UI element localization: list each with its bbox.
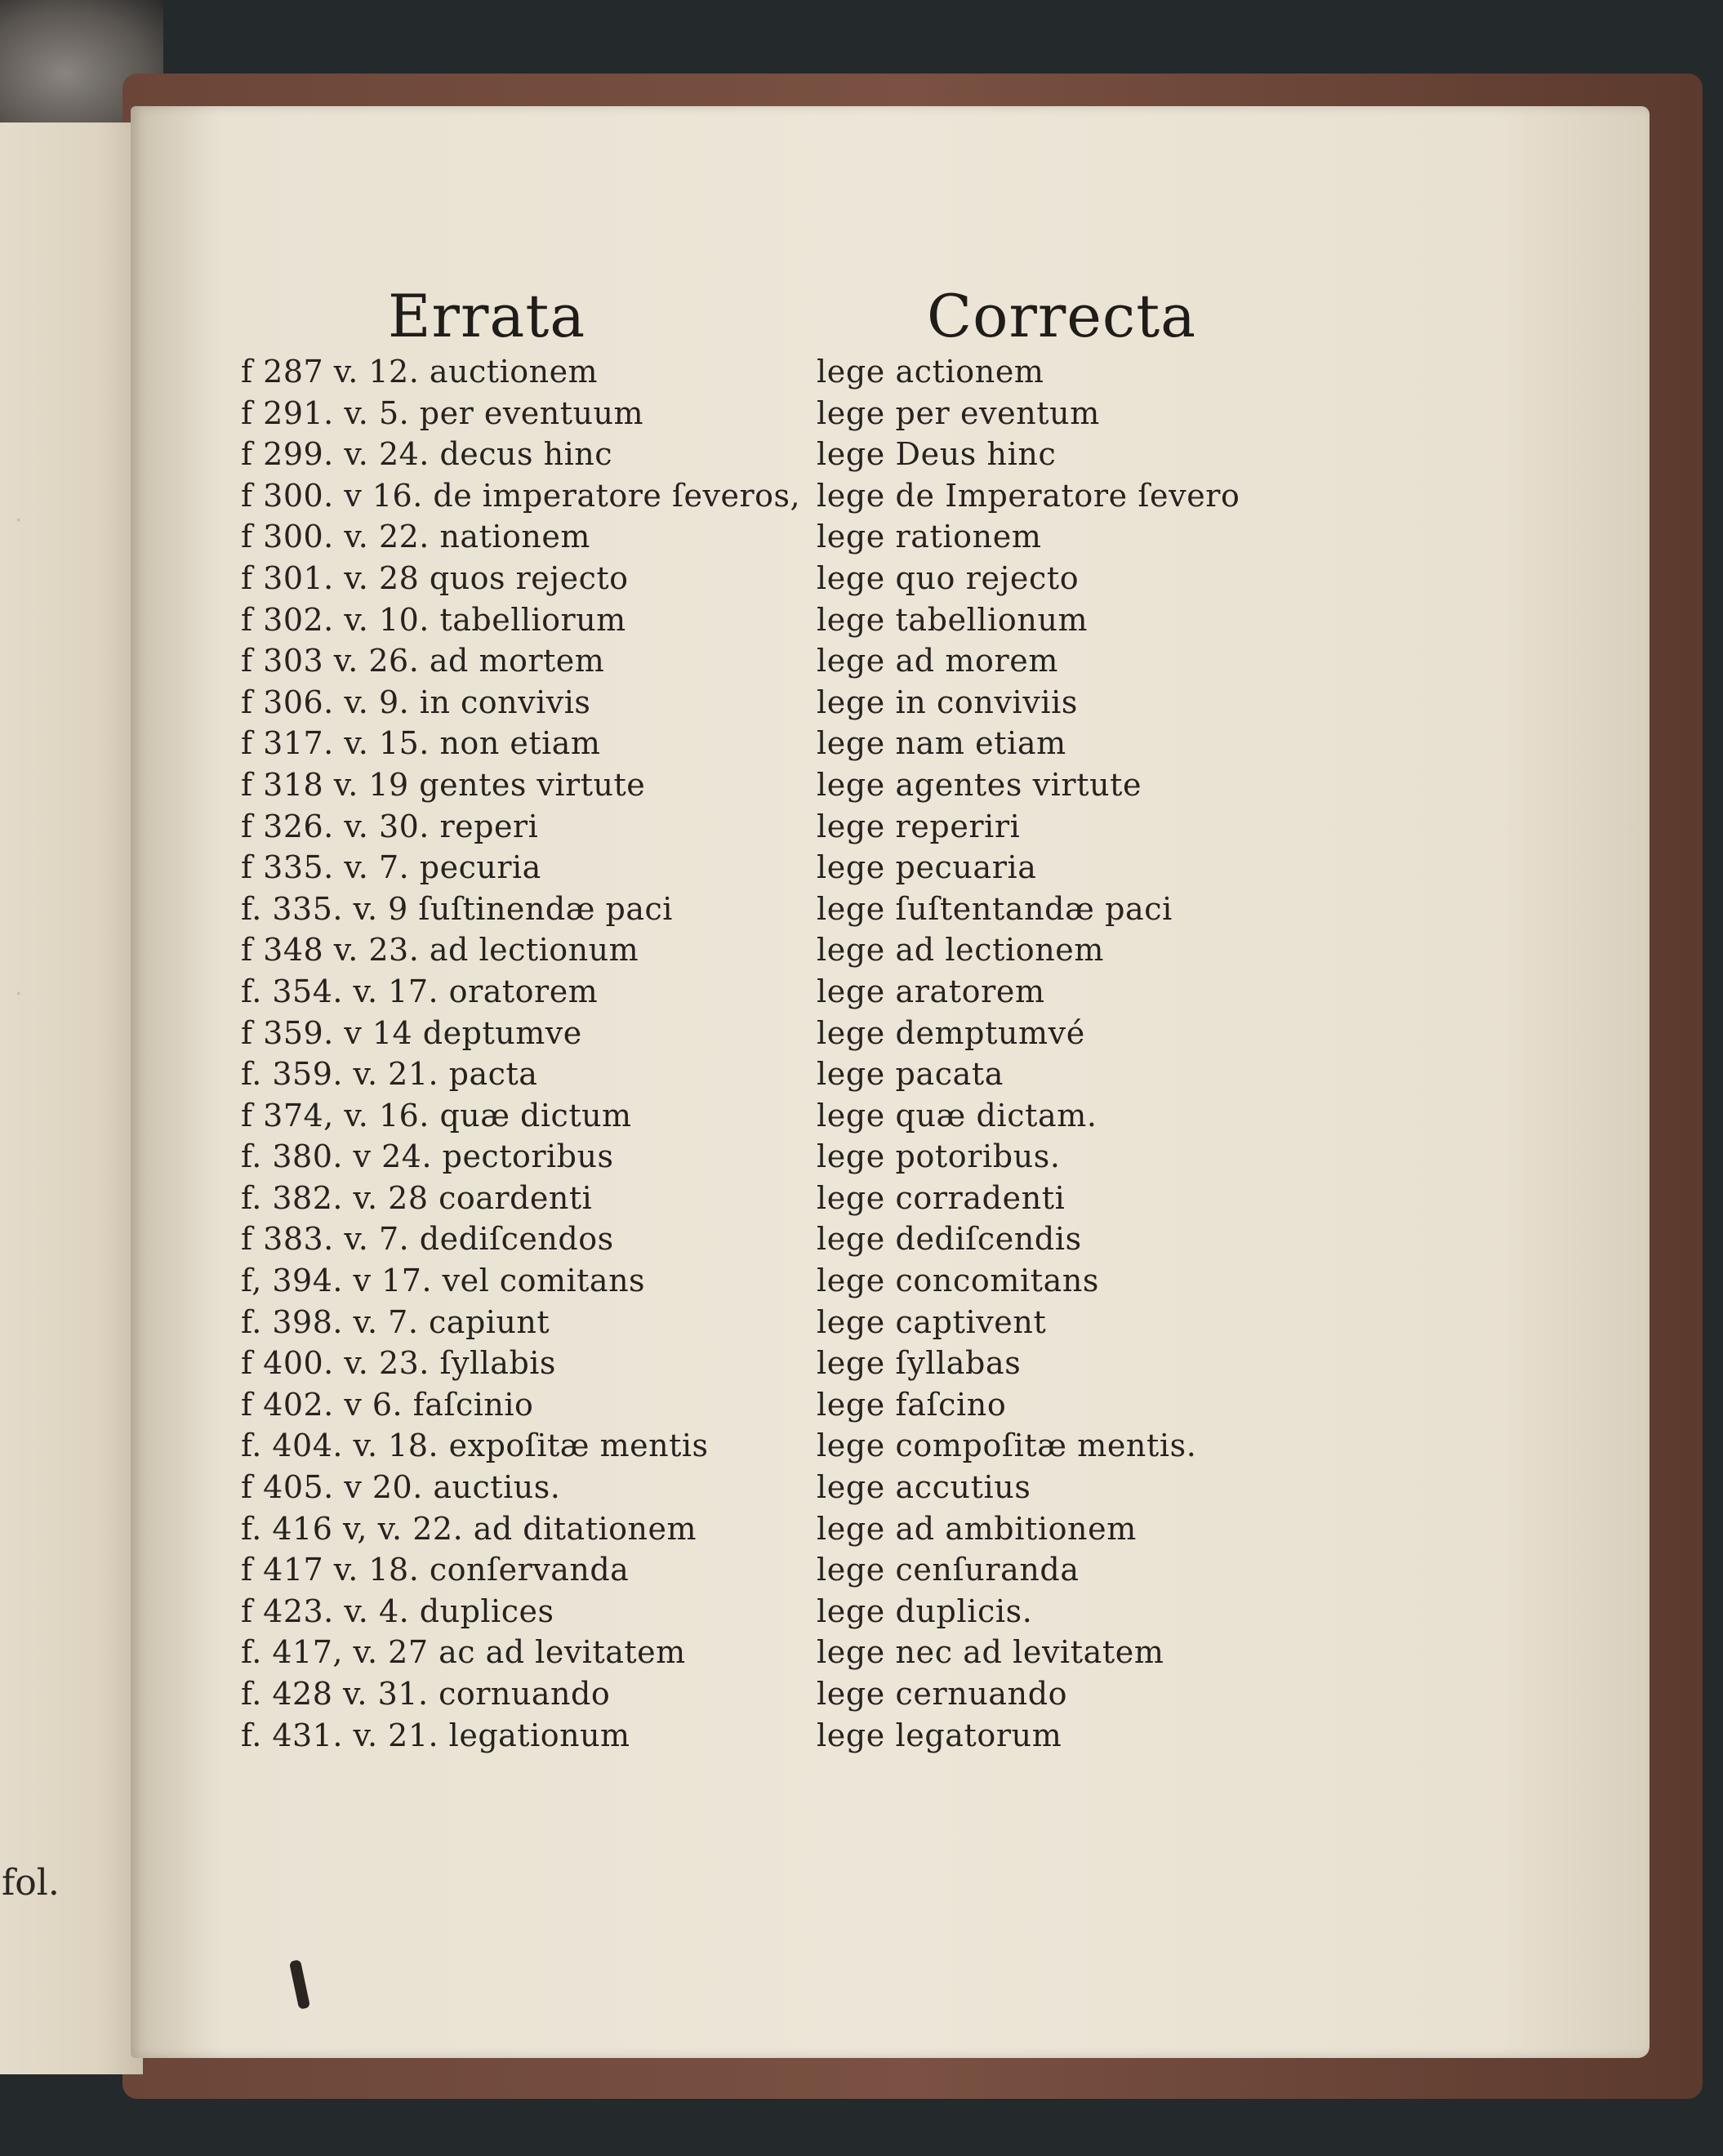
catchword: fol. bbox=[2, 1862, 60, 1904]
errata-entry: f. 380. v 24. pectoribus bbox=[241, 1138, 614, 1175]
correcta-entry: lege pacata bbox=[817, 1056, 1004, 1093]
errata-entry: f 400. v. 23. ſyllabis bbox=[241, 1345, 556, 1382]
errata-entry: f 291. v. 5. per eventuum bbox=[241, 394, 644, 431]
correcta-entry: lege duplicis. bbox=[817, 1592, 1033, 1629]
errata-entry: f 359. v 14 deptumve bbox=[241, 1014, 582, 1051]
correcta-entry: lege rationem bbox=[817, 519, 1042, 555]
errata-entry: f. 354. v. 17. oratorem bbox=[241, 973, 599, 1009]
correcta-entry: lege per eventum bbox=[817, 394, 1100, 431]
errata-entry: f 306. v. 9. in convivis bbox=[241, 684, 591, 720]
errata-entry: f 317. v. 15. non etiam bbox=[241, 725, 601, 762]
left-page bbox=[0, 122, 143, 2074]
correcta-entry: lege ſyllabas bbox=[817, 1345, 1022, 1382]
errata-entry: f 423. v. 4. duplices bbox=[241, 1592, 554, 1629]
correcta-entry: lege faſcino bbox=[817, 1386, 1007, 1423]
correcta-entry: lege cenſuranda bbox=[817, 1552, 1080, 1588]
errata-entry: f, 394. v 17. vel comitans bbox=[241, 1263, 646, 1299]
bleed-through-mark: · bbox=[15, 980, 23, 1009]
correcta-entry: lege captivent bbox=[817, 1303, 1047, 1340]
errata-entry: f. 382. v. 28 coardenti bbox=[241, 1179, 593, 1216]
correcta-entry: lege accutius bbox=[817, 1469, 1031, 1506]
errata-entry: f 303 v. 26. ad mortem bbox=[241, 643, 605, 679]
correcta-entry: lege actionem bbox=[817, 354, 1044, 390]
correcta-entry: lege concomitans bbox=[817, 1263, 1100, 1299]
errata-entry: f 326. v. 30. reperi bbox=[241, 808, 539, 844]
errata-entry: f 405. v 20. auctius. bbox=[241, 1469, 561, 1506]
correcta-entry: lege de Imperatore ſevero bbox=[817, 477, 1240, 514]
bleed-through-mark: · bbox=[15, 506, 23, 535]
errata-entry: f 374, v. 16. quæ dictum bbox=[241, 1097, 632, 1134]
correcta-entry: lege quo rejecto bbox=[817, 559, 1080, 596]
errata-entry: f. 398. v. 7. capiunt bbox=[241, 1303, 550, 1340]
errata-entry: f. 428 v. 31. cornuando bbox=[241, 1676, 611, 1712]
errata-entry: f 300. v 16. de imperatore ſeveros, bbox=[241, 477, 801, 514]
errata-entry: f 300. v. 22. nationem bbox=[241, 519, 590, 555]
errata-entry: f 299. v. 24. decus hinc bbox=[241, 436, 612, 473]
heading-correcta: Correcta bbox=[927, 282, 1197, 350]
errata-page bbox=[131, 106, 1650, 2058]
correcta-entry: lege ad morem bbox=[817, 643, 1058, 679]
correcta-entry: lege nec ad levitatem bbox=[817, 1634, 1164, 1671]
errata-entry: f 402. v 6. faſcinio bbox=[241, 1386, 534, 1423]
correcta-entry: lege nam etiam bbox=[817, 725, 1066, 762]
correcta-entry: lege ſuſtentandæ paci bbox=[817, 890, 1173, 927]
correcta-entry: lege dediſcendis bbox=[817, 1221, 1082, 1258]
correcta-entry: lege in conviviis bbox=[817, 684, 1078, 720]
correcta-entry: lege ad ambitionem bbox=[817, 1510, 1137, 1547]
correcta-entry: lege aratorem bbox=[817, 973, 1045, 1009]
errata-entry: f 287 v. 12. auctionem bbox=[241, 354, 599, 390]
correcta-entry: lege cernuando bbox=[817, 1676, 1068, 1712]
errata-entry: f. 404. v. 18. expoſitæ mentis bbox=[241, 1428, 709, 1464]
errata-entry: f. 416 v, v. 22. ad ditationem bbox=[241, 1510, 697, 1547]
correcta-entry: lege legatorum bbox=[817, 1717, 1062, 1753]
correcta-column bbox=[817, 351, 1454, 1756]
errata-column bbox=[241, 351, 829, 1756]
correcta-entry: lege quæ dictam. bbox=[817, 1097, 1097, 1134]
errata-entry: f. 431. v. 21. legationum bbox=[241, 1717, 630, 1753]
errata-entry: f 335. v. 7. pecuria bbox=[241, 849, 541, 886]
heading-errata: Errata bbox=[388, 282, 586, 350]
errata-entry: f 318 v. 19 gentes virtute bbox=[241, 766, 646, 803]
correcta-entry: lege reperiri bbox=[817, 808, 1021, 844]
ink-mark bbox=[289, 1959, 310, 2010]
correcta-entry: lege ad lectionem bbox=[817, 932, 1105, 969]
correcta-entry: lege pecuaria bbox=[817, 849, 1037, 886]
correcta-entry: lege compoſitæ mentis. bbox=[817, 1428, 1197, 1464]
correcta-entry: lege corradenti bbox=[817, 1179, 1066, 1216]
errata-entry: f. 359. v. 21. pacta bbox=[241, 1056, 538, 1093]
correcta-entry: lege tabellionum bbox=[817, 601, 1089, 638]
errata-entry: f 383. v. 7. dediſcendos bbox=[241, 1221, 614, 1258]
errata-entry: f. 335. v. 9 ſuſtinendæ paci bbox=[241, 890, 673, 927]
correcta-entry: lege demptumvé bbox=[817, 1014, 1085, 1051]
errata-entry: f 302. v. 10. tabelliorum bbox=[241, 601, 626, 638]
correcta-entry: lege Deus hinc bbox=[817, 436, 1057, 473]
correcta-entry: lege potoribus. bbox=[817, 1138, 1061, 1175]
errata-entry: f 417 v. 18. conſervanda bbox=[241, 1552, 630, 1588]
errata-entry: f. 417, v. 27 ac ad levitatem bbox=[241, 1634, 686, 1671]
errata-entry: f 348 v. 23. ad lectionum bbox=[241, 932, 639, 969]
errata-entry: f 301. v. 28 quos rejecto bbox=[241, 559, 629, 596]
correcta-entry: lege agentes virtute bbox=[817, 766, 1142, 803]
